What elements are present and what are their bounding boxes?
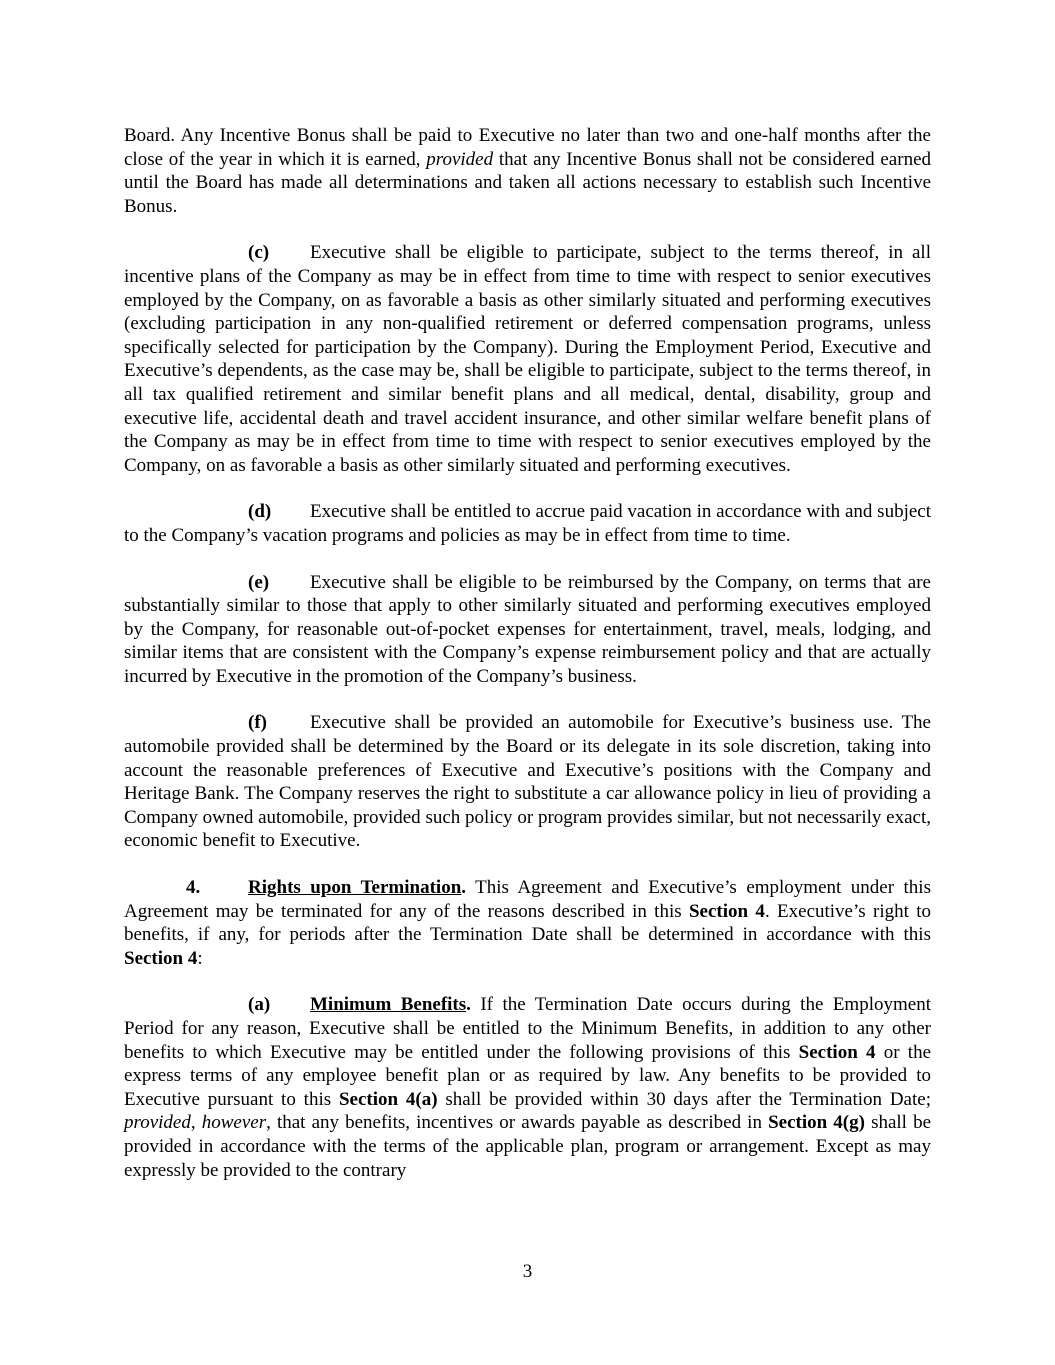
text: : bbox=[197, 947, 203, 969]
heading-period: . bbox=[461, 877, 467, 899]
italic-text: however bbox=[201, 1112, 267, 1134]
section-reference: Section 4 bbox=[124, 947, 198, 969]
text: If the Termination Date occurs during the Employment Period for any reason, Executive shall be entitled to the Minimum Benefits, in addition to any other benefits to which Executive may be entitled under the following provisions of this bbox=[124, 994, 931, 1063]
document-page bbox=[124, 124, 931, 1205]
paragraph-heading: Minimum Benefits bbox=[310, 994, 467, 1016]
paragraph-b-continuation bbox=[124, 124, 931, 218]
paragraph-text: Executive shall be eligible to participate, subject to the terms thereof, in all incentive plans of the Company as may be in effect from time to time with respect to senior executives employed by the Company, on as favorable a basis as other similarly situated and performing executives (excluding participation in any non-qualified retirement or deferred compensation programs, unless specifically selected for participation by the Company). During the Employment Period, Executive and Executive’s dependents, as the case may be, shall be eligible to participate, subject to the terms thereof, in all tax qualified retirement and similar benefit plans and all medical, dental, disability, group and executive life, accidental death and travel accident insurance, and other similar welfare benefit plans of the Company as may be in effect from time to time with respect to senior executives employed by the Company, on as favorable a basis as other similarly situated and performing executives. bbox=[124, 242, 931, 476]
text: Board. Any Incentive Bonus shall be paid to Executive no later than two and one-half months after the close of the year in which it is earned, bbox=[124, 125, 931, 170]
section-reference: Section 4 bbox=[798, 1041, 876, 1063]
section-reference: Section 4(g) bbox=[768, 1112, 865, 1134]
paragraph-text: Executive shall be eligible to be reimbursed by the Company, on terms that are substantially similar to those that apply to other similarly situated and performing executives employed by the Company, for reasonable out-of-pocket expenses for entertainment, travel, meals, lodging, and similar items that are consistent with the Company’s expense reimbursement policy and that are actually incurred by Executive in the promotion of the Company’s business. bbox=[124, 571, 931, 687]
paragraph-label: (f) bbox=[248, 712, 267, 734]
paragraph-a bbox=[124, 993, 931, 1182]
text: , bbox=[190, 1112, 202, 1134]
paragraph-text: Executive shall be entitled to accrue paid vacation in accordance with and subject to the Company’s vacation programs and policies as may be in effect from time to time. bbox=[124, 501, 931, 546]
paragraph-text: Executive shall be provided an automobile for Executive’s business use. The automobile provided shall be determined by the Board or its delegate in its sole discretion, taking into account the reasonable preferences of Executive and Executive’s positions with the Company and Heritage Bank. The Company reserves the right to substitute a car allowance policy in lieu of providing a Company owned automobile, provided such policy or program provides similar, but not necessarily exact, economic benefit to Executive. bbox=[124, 712, 931, 852]
text: This Agreement and Executive’s employment under this Agreement may be terminated for any of the reasons described in this bbox=[124, 877, 931, 922]
text: . Executive’s right to benefits, if any, for periods after the Termination Date shall be determined in accordance with this bbox=[124, 900, 931, 946]
heading-period: . bbox=[466, 994, 471, 1016]
section-heading: Rights upon Termination bbox=[248, 877, 462, 899]
section-number: 4. bbox=[186, 877, 201, 899]
paragraph-label: (a) bbox=[248, 994, 271, 1016]
text: shall be provided within 30 days after the Termination Date; bbox=[437, 1088, 931, 1110]
text: , that any benefits, incentives or awards payable as described in bbox=[266, 1112, 769, 1134]
paragraph-label: (e) bbox=[248, 571, 270, 593]
section-reference: Section 4 bbox=[688, 900, 765, 922]
paragraph-label: (c) bbox=[248, 242, 270, 264]
paragraph-d bbox=[124, 500, 931, 547]
page-number: 3 bbox=[522, 1261, 533, 1282]
text: that any Incentive Bonus shall not be considered earned until the Board has made all determinations and taken all actions necessary to establish such Incentive Bonus. bbox=[124, 148, 932, 217]
paragraph-label: (d) bbox=[248, 501, 272, 523]
italic-text: provided bbox=[124, 1112, 191, 1134]
section-4 bbox=[124, 876, 931, 970]
paragraph-f bbox=[124, 711, 931, 853]
section-reference: Section 4(a) bbox=[338, 1088, 438, 1110]
italic-text: provided bbox=[426, 148, 494, 170]
paragraph-e bbox=[124, 571, 931, 689]
text: or the express terms of any employee benefit plan or as required by law. Any benefits to be provided to Executive pursuant to this bbox=[124, 1041, 932, 1110]
text: shall be provided in accordance with the terms of the applicable plan, program or arrangement. Except as may expressly be provided to the contrary bbox=[124, 1112, 932, 1181]
paragraph-c bbox=[124, 241, 931, 477]
